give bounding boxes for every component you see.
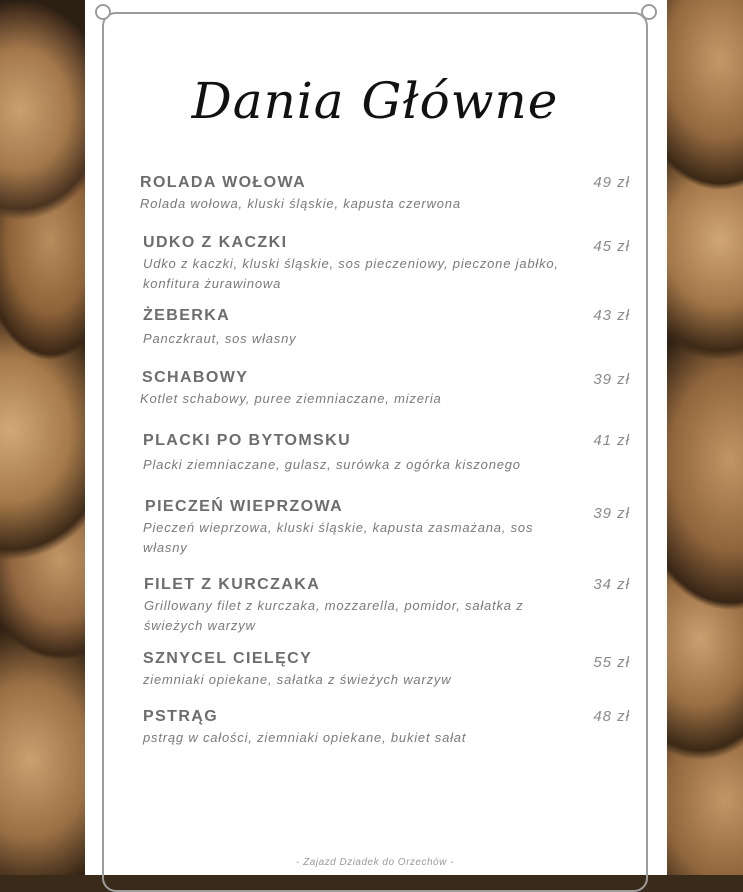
menu-item-price: 55 zł (593, 654, 630, 671)
menu-item (140, 369, 630, 409)
menu-item-description: Rolada wołowa, kluski śląskie, kapusta czerwona (140, 196, 461, 211)
menu-item-name: ŻEBERKA (143, 307, 231, 324)
menu-item-price: 34 zł (593, 576, 630, 593)
menu-title: Dania Główne (191, 72, 559, 130)
menu-item-description: Pieczeń wieprzowa, kluski śląskie, kapusta zasmażana, sos własny (143, 520, 534, 555)
menu-item-description: pstrąg w całości, ziemniaki opiekane, bukiet sałat (143, 730, 467, 745)
menu-footer: - Zajazd Dziadek do Orzechów - (296, 857, 454, 868)
menu-item (143, 432, 630, 475)
menu-item-price: 45 zł (593, 238, 630, 255)
menu-item-name: PSTRĄG (143, 708, 219, 725)
menu-item-price: 39 zł (593, 371, 630, 388)
menu-item (145, 498, 630, 558)
frame-corner-ornament-left (95, 4, 111, 20)
menu-item-price: 48 zł (593, 708, 630, 725)
menu-item-price: 41 zł (593, 432, 630, 449)
menu-item-name: PLACKI PO BYTOMSKU (143, 432, 352, 449)
menu-item-description: Grillowany filet z kurczaka, mozzarella, pomidor, sałatka z świeżych warzyw (144, 598, 524, 633)
menu-item (140, 174, 630, 214)
menu-item (143, 650, 630, 690)
menu-item-price: 49 zł (593, 174, 630, 191)
menu-item (143, 234, 630, 294)
menu-item-description: Panczkraut, sos własny (143, 331, 297, 346)
menu-item-price: 39 zł (593, 505, 630, 522)
menu-item-name: PIECZEŃ WIEPRZOWA (145, 498, 344, 515)
menu-item (144, 576, 630, 636)
menu-item-name: SCHABOWY (142, 369, 249, 386)
menu-item-description: Kotlet schabowy, puree ziemniaczane, mizeria (140, 391, 442, 406)
frame-corner-ornament-right (641, 4, 657, 20)
menu-item-description: Placki ziemniaczane, gulasz, surówka z ogórka kiszonego (143, 457, 521, 472)
menu-item-name: UDKO Z KACZKI (143, 234, 288, 251)
menu-item (143, 708, 630, 748)
menu-item-name: SZNYCEL CIELĘCY (143, 650, 313, 667)
menu-item-description: ziemniaki opiekane, sałatka z świeżych warzyw (143, 672, 452, 687)
menu-item (143, 307, 630, 349)
menu-item-name: ROLADA WOŁOWA (140, 174, 307, 191)
menu-item-description: Udko z kaczki, kluski śląskie, sos pieczeniowy, pieczone jabłko, konfitura żurawinowa (143, 256, 559, 291)
menu-item-name: FILET Z KURCZAKA (144, 576, 321, 593)
menu-item-price: 43 zł (593, 307, 630, 324)
